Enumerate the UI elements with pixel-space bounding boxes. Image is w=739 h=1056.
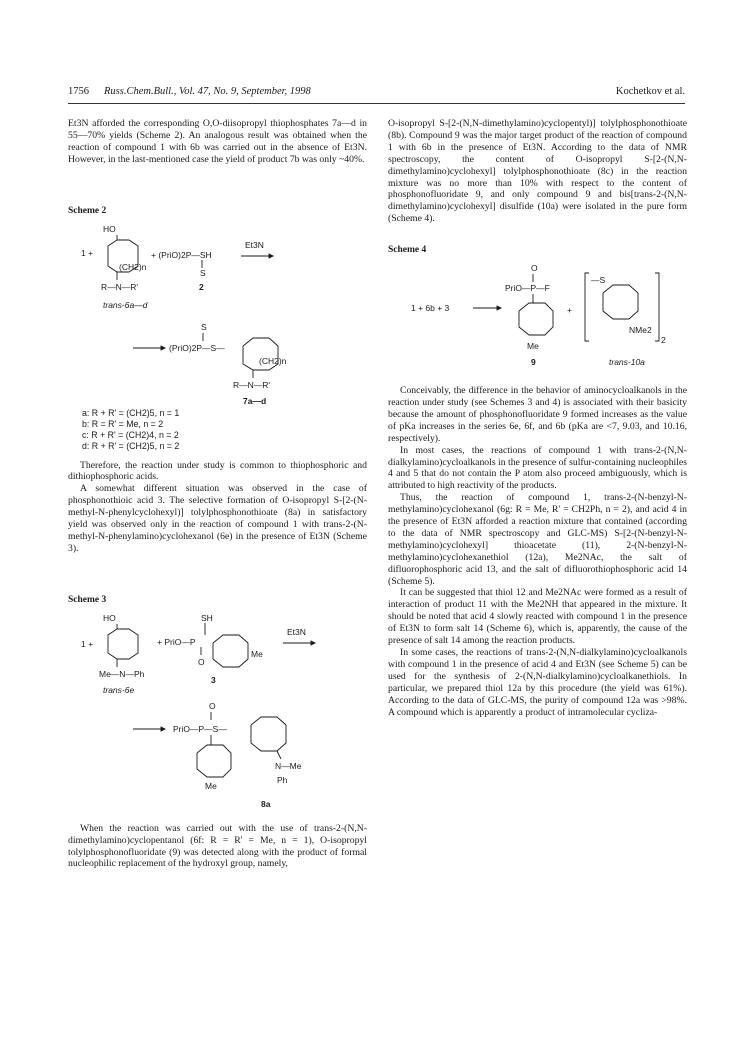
scheme-3-diagram [73, 607, 363, 817]
product-reagent: (PriO)2P—S— [168, 342, 225, 353]
product-amine-label: R—N—R' [232, 379, 270, 390]
scheme-2-title: Scheme 2 [68, 205, 107, 216]
cyclohexane-ring [603, 285, 638, 319]
arrow-head [311, 641, 315, 645]
dimer-subscript: 2 [660, 335, 666, 346]
paragraph: Conceivably, the difference in the behavior of aminocycloalkanols in the reaction under study (see Schemes 3 and 4) is associated with their basicity because the amount of phosphonofluoridate 9 formed increases as the value of pKa increases in the series 6e, 6f, and 6b (pKa are <7, 9.03, and 10.16, respectively). [388, 385, 687, 444]
scheme-2-legend [82, 408, 367, 452]
product-thione-label: S [200, 321, 207, 332]
arrow-head [161, 346, 165, 350]
paragraph: Thus, the reaction of compound 1, trans-2-(N-benzyl-N-methylamino)cyclohexanol (6g: R = Me, R' = CH2Ph, n = 2), and acid 4 in the presence of Et3N afforded a reaction mixture that contained (according to the data of NMR spectroscopy and GLC-MS) S-[2-(N-benzyl-N-methylamino)cyclohexyl] thioacetate (11), 2-(N-benzyl-N-methylamino)cyclohexanethiol (12a), Me2NAc, the salt of difluorophosphoric acid 13, and the salt of difluorothiophosphoric acid 14 (Scheme 5). [388, 492, 687, 587]
ring-methylene-label: (CH2)n [118, 261, 146, 272]
product-phenyl-label: Ph [276, 774, 287, 785]
phosphonothioic-reagent: + PriO—P [156, 636, 195, 647]
dimethylamino-label: NMe2 [628, 325, 652, 336]
thione-label: S [199, 267, 206, 278]
base-label: Et3N [244, 239, 264, 250]
paragraph: In some cases, the reactions of trans-2-(N,N-dialkylamino)cycloalkanols with compound 1 in the presence of acid 4 and Et3N (see Scheme 5) can be used for the synthesis of 2-(N,N-dialkylamino)cycloalkanethiols. In particular, we prepared thiol 12a by this procedure (the yield was 61%). According to the data of GLC-MS, the purity of compound 12a was >98%. A compound which is apparently a product of intramolecular cycliza- [388, 647, 687, 718]
page-header [68, 86, 685, 100]
product-reagent: PriO—P—S— [172, 723, 227, 734]
compound-6-label: trans-6a—d [102, 299, 147, 310]
page-number: 1756 [68, 86, 89, 97]
scheme-3-title: Scheme 3 [68, 594, 107, 605]
paragraph: It can be suggested that thiol 12 and Me2NAc were formed as a result of interaction of product 11 with the Me2NH that appeared in the mixture. It should be noted that acid 4 slowly reacted with compound 1 in the presence of Et3N to form salt 14 (Scheme 6), which is, apparently, the cause of the presence of salt 14 among the reaction products. [388, 587, 687, 647]
compound-2-label: 2 [198, 281, 204, 292]
product-methylene-label: (CH2)n [258, 355, 286, 366]
legend-item: a: R + R' = (CH2)5, n = 1 [82, 407, 180, 418]
fluoridate-reagent: PriO—P—F [504, 283, 550, 294]
arrow-head [269, 254, 273, 258]
paragraph: In most cases, the reactions of compound 1 with trans-2-(N,N-dialkylamino)cycloalkanols in the presence of sulfur-containing nucleophiles 4 and 5 that do not contain the P atom also proceed ambiguously, which is attributed to high reactivity of the products. [388, 444, 687, 492]
legend-item: d: R + R' = (CH2)5, n = 2 [82, 440, 180, 451]
journal-citation: Russ.Chem.Bull., Vol. 47, No. 9, September, 1998 [104, 86, 311, 97]
amine-label: R—N—R' [100, 281, 138, 292]
scheme-4-title: Scheme 4 [388, 245, 427, 256]
compound-7-label: 7a—d [242, 395, 266, 406]
left-bracket [585, 273, 589, 341]
left-column [68, 118, 367, 870]
oxo-label: O [197, 656, 205, 667]
running-authors: Kochetkov et al. [615, 86, 685, 97]
hydroxyl-label: HO [102, 612, 116, 623]
arrow-head [161, 727, 165, 731]
paragraph: Et3N afforded the corresponding O,O-diisopropyl thiophosphates 7a—d in 55—70% yields (Scheme 2). An analogous result was obtained when the reaction of compound 1 with 6b was carried out in the absence of Et3N. However, in the last-mentioned case the yield of product 7b was only ~40%. [68, 118, 367, 165]
product-methyl-label: Me [204, 780, 217, 791]
plus-sign: + [566, 305, 572, 316]
header-rule [68, 103, 685, 104]
paragraph: When the reaction was carried out with the use of trans-2-(N,N-dimethylamino)cyclopentanol (6f: R = R' = Me, n = 1), O-isopropyl tolylphosphonofluoridate (9) was detected along with the product of formal nucleophilic replacement of the hydroxyl group, namely, [68, 822, 367, 870]
cyclohexane-ring [108, 624, 138, 659]
tolyl-ring [519, 303, 553, 335]
scheme-4-diagram [393, 257, 683, 377]
methyl-label: Me [526, 341, 539, 352]
thiol-label: SH [200, 612, 213, 623]
compound-10a-label: trans-10a [608, 357, 645, 368]
amine-label: Me—N—Ph [98, 668, 144, 679]
paragraph: O-isopropyl S-[2-(N,N-dimethylamino)cyclopentyl)] tolylphosphonothioate (8b). Compound 9 was the major target product of the reaction of compound 1 with 6b in the presence of Et3N. According to the data of NMR spectroscopy, the content of O-isopropyl S-[2-(N,N-dimethylamino)cyclohexyl] tolylphosphonothioate (8c) in the reaction mixture was no more than 10% with respect to the content of phosphonofluoridate 9, and only compound 9 and bis[trans-2-(N,N-dimethylamino)cyclohexyl] disulfide (10a) were isolated in the pure form (Scheme 4). [388, 118, 687, 225]
legend-item: b: R = R' = Me, n = 2 [82, 418, 164, 429]
paragraph: A somewhat different situation was observed in the case of phosphonothioic acid 3. The selective formation of O-isopropyl S-[2-(N-methyl-N-phenylcyclohexyl)] tolylphosphonothioate (8a) in satisfactory yield was observed only in the reaction of compound 1 with trans-2-(N-methyl-N-phenylamino)cyclohexanol (6e) in the presence of Et3N (Scheme 3). [68, 483, 367, 554]
compound-3-label: 3 [210, 674, 216, 685]
arrow-head [497, 306, 501, 310]
paragraph: Therefore, the reaction under study is common to thiophosphoric and dithiophosphoric acids. [68, 459, 367, 483]
right-column [388, 118, 687, 718]
amine-bond [277, 751, 281, 759]
reactants-label: 1 + 6b + 3 [410, 303, 449, 314]
compound-8a-label: 8a [260, 798, 270, 809]
reactant-number: 1 + [80, 638, 93, 649]
product-tolyl-ring [197, 745, 231, 777]
phosphorus-reagent: + (PriO)2P—SH [150, 249, 212, 260]
reactant-number: 1 + [80, 247, 93, 258]
compound-9-label: 9 [530, 357, 536, 368]
scheme-2-diagram [73, 218, 363, 408]
oxo-label: O [530, 263, 538, 274]
hydroxyl-label: HO [102, 223, 116, 234]
product-amine-label: N—Me [274, 760, 301, 771]
methyl-label: Me [250, 648, 263, 659]
sulfide-label: —S [590, 275, 605, 286]
product-oxo-label: O [208, 700, 216, 711]
compound-6e-label: trans-6e [102, 684, 134, 695]
legend-item: c: R + R' = (CH2)4, n = 2 [82, 429, 179, 440]
right-bracket [655, 273, 659, 341]
base-label: Et3N [286, 626, 306, 637]
tolyl-ring [213, 635, 248, 667]
product-cyclohexane-ring [251, 717, 286, 751]
